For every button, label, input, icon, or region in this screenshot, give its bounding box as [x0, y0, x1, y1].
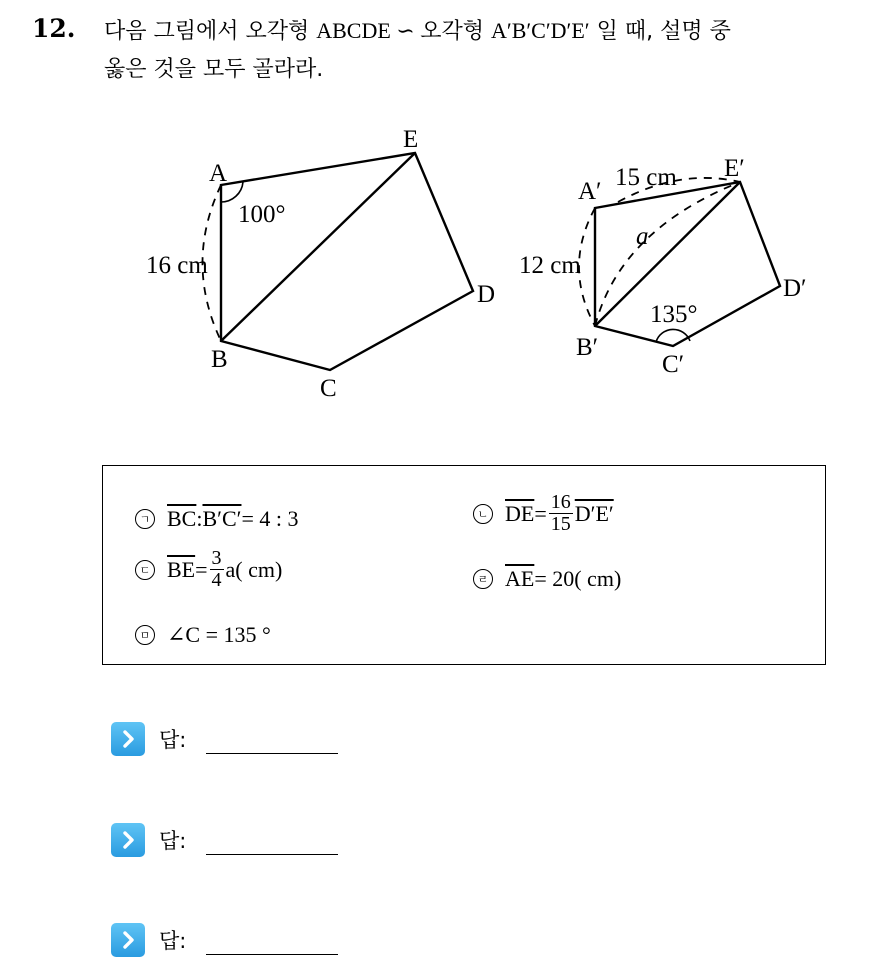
label-c-prime: C′ [662, 351, 685, 378]
choice-mark: ㅁ [135, 625, 155, 645]
arc-a-b-prime [579, 208, 595, 326]
answer-label: 답: [159, 929, 187, 953]
answer-row-2 [111, 823, 338, 857]
label-d-prime: D′ [783, 275, 807, 302]
label-a: A [209, 160, 228, 187]
choice-mark: ㄱ [135, 509, 155, 529]
q-text-b: 오각형 [420, 19, 491, 44]
choice-angle: ∠C = 135 ° [167, 622, 271, 647]
fraction-16-15 [549, 492, 573, 535]
chevron-right-icon [111, 722, 145, 756]
q-text-pentagon2: A′B′C′D′E′ [491, 18, 590, 43]
choice-4 [473, 566, 621, 592]
q-text-c: 일 때, 설명 중 [589, 19, 731, 44]
label-e-prime: E′ [724, 155, 745, 182]
label-16cm: 16 cm [146, 252, 208, 279]
answer-field[interactable] [206, 826, 338, 855]
choice-mark: ㄷ [135, 560, 155, 580]
choice-2 [473, 492, 614, 535]
choice-5 [135, 622, 271, 648]
choice-1 [135, 506, 299, 532]
choice-3 [135, 548, 282, 591]
frac-den: 15 [550, 513, 571, 535]
seg-be: $\overline{BE}$ [167, 556, 196, 582]
seg-b-c-prime: B′C′ [202, 506, 242, 531]
fraction-3-4 [210, 548, 224, 591]
choice-rest: = 20( cm) [534, 566, 622, 591]
answer-field[interactable] [206, 725, 338, 754]
label-a-diag: a [636, 223, 649, 250]
chevron-right-icon [111, 823, 145, 857]
answer-row-1 [111, 722, 338, 756]
choice-rest: a( cm) [225, 556, 283, 582]
seg-de: $\overline{DE}$ [505, 500, 535, 526]
label-d: D [477, 281, 496, 308]
question-text-line2: 옳은 것을 모두 골라라. [104, 57, 324, 82]
left-pentagon [203, 153, 474, 370]
label-a-prime: A′ [578, 178, 602, 205]
choice-op: : [196, 506, 203, 531]
label-15cm: 15 cm [615, 164, 677, 191]
label-b: B [211, 346, 228, 373]
pentagon-figure [0, 0, 884, 420]
label-angle-100: 100° [238, 201, 286, 228]
q-text-pentagon1: ABCDE ∽ [316, 18, 421, 43]
choices-box [102, 465, 826, 665]
choice-op: = [195, 556, 208, 582]
seg-d-e-prime: D′E′ [574, 500, 614, 526]
pentagon-abcde [221, 153, 473, 370]
answer-field[interactable] [206, 926, 338, 955]
label-c: C [320, 375, 337, 402]
label-b-prime: B′ [576, 334, 599, 361]
seg-ae: $\overline{AE}$ [505, 566, 535, 591]
frac-num: 3 [211, 547, 222, 569]
label-angle-135: 135° [650, 301, 698, 328]
choice-rest: = 4 : 3 [241, 506, 299, 531]
seg-bc: $\overline{BC}$ [167, 506, 197, 531]
frac-num: 16 [550, 491, 571, 513]
label-e: E [403, 126, 419, 153]
answer-label: 답: [159, 728, 187, 752]
answer-label: 답: [159, 829, 187, 853]
question-number: 12. [32, 14, 76, 43]
frac-den: 4 [211, 569, 222, 591]
choice-mark: ㄹ [473, 569, 493, 589]
choice-mark: ㄴ [473, 504, 493, 524]
q-text-a: 다음 그림에서 오각형 [104, 19, 317, 44]
choice-op: = [534, 500, 547, 526]
label-12cm: 12 cm [519, 252, 581, 279]
chevron-right-icon [111, 923, 145, 957]
answer-row-3 [111, 923, 338, 957]
